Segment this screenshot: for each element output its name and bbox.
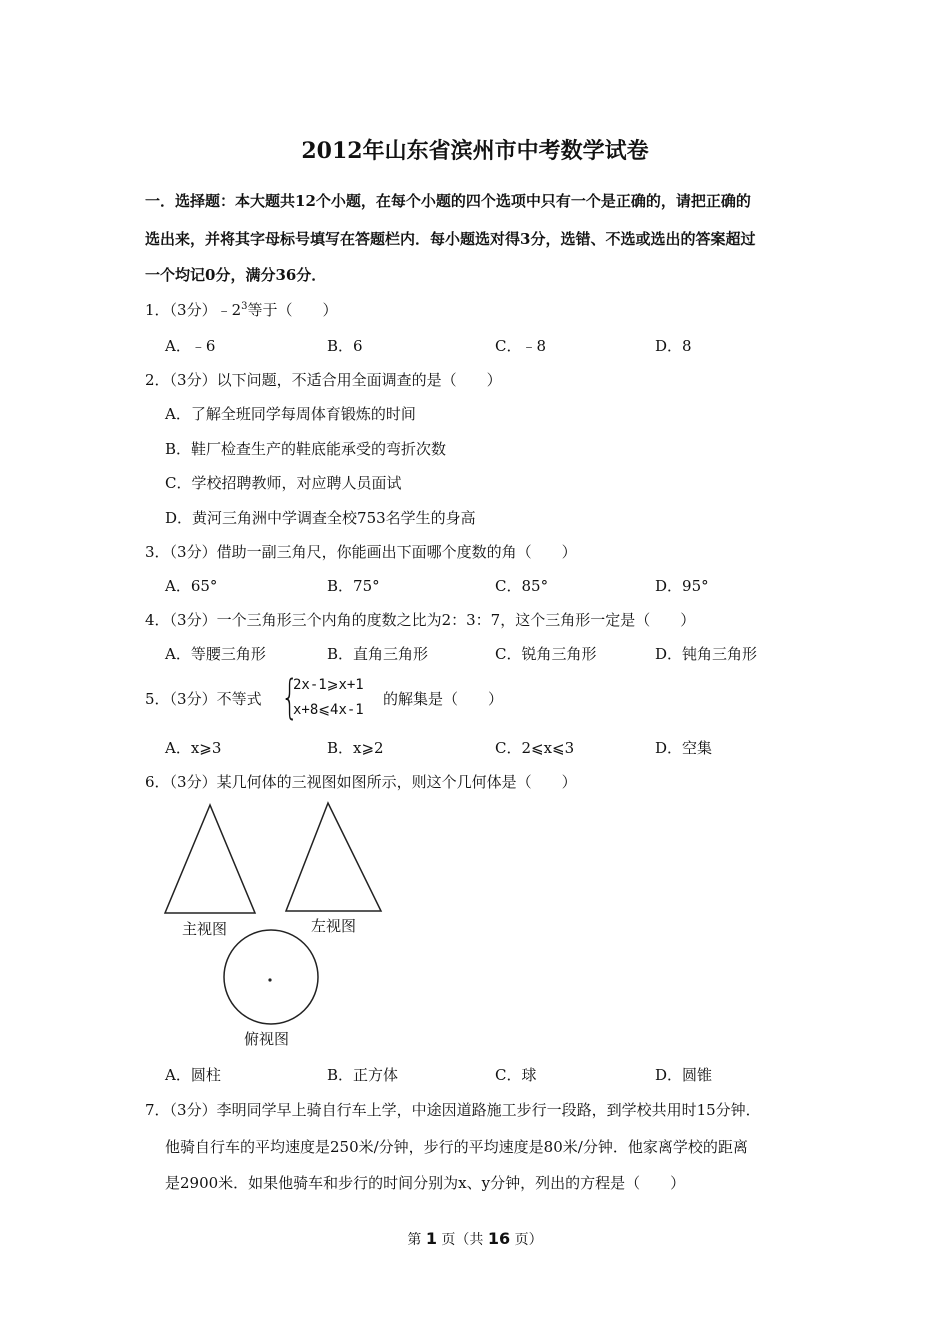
question-2-option-a: A．了解全班同学每周体育锻炼的时间 <box>165 405 416 423</box>
footer-post: 页） <box>510 1232 543 1248</box>
question-3-option-b: B．75° <box>327 577 380 595</box>
page-footer <box>0 1229 950 1249</box>
section-instructions-line-3: 一个均记0分，满分36分． <box>145 266 327 284</box>
inequality-system <box>281 670 381 727</box>
question-3-option-a: A．65° <box>165 577 218 595</box>
question-7-line-3: 是2900米．如果他骑车和步行的时间分别为x、y分钟，列出的方程是（ ） <box>165 1174 686 1192</box>
question-6-stem: 6．（3分）某几何体的三视图如图所示，则这个几何体是（ ） <box>145 773 577 791</box>
question-7-line-2: 他骑自行车的平均速度是250米/分钟，步行的平均速度是80米/分钟．他家离学校的距离 <box>165 1138 748 1156</box>
question-6-option-a: A．圆柱 <box>165 1066 221 1084</box>
question-1-exponent: 3 <box>241 301 248 312</box>
question-7-line-1: 7．（3分）李明同学早上骑自行车上学，中途因道路施工步行一段路，到学校共用时15分钟． <box>145 1101 761 1119</box>
question-5-option-b: B．x⩾2 <box>327 739 384 757</box>
question-2-stem: 2．（3分）以下问题，不适合用全面调查的是（ ） <box>145 371 502 389</box>
footer-pre: 第 <box>407 1232 426 1248</box>
question-2-option-d: D．黄河三角洲中学调查全校753名学生的身高 <box>165 509 476 527</box>
inequality-2: x+8⩽4x-1 <box>293 702 364 718</box>
question-3-option-c: C．85° <box>495 577 549 595</box>
left-view-label: 左视图 <box>311 917 357 935</box>
front-view-triangle <box>165 805 255 913</box>
question-1-prefix: 1．（3分）﹣2 <box>145 301 242 319</box>
inequality-1: 2x-1⩾x+1 <box>293 677 364 693</box>
question-5-suffix: 的解集是（ ） <box>383 690 504 708</box>
question-5-option-c: C．2⩽x⩽3 <box>495 739 575 757</box>
footer-page-number: 1 <box>425 1229 437 1248</box>
section-instructions-line-1: 一．选择题：本大题共12个小题，在每个小题的四个选项中只有一个是正确的，请把正确的 <box>145 192 751 210</box>
brace-symbol: { <box>281 670 299 724</box>
question-6-option-b: B．正方体 <box>327 1066 399 1084</box>
section-instructions-line-2: 选出来，并将其字母标号填写在答题栏内．每小题选对得3分，选错、不选或选出的答案超过 <box>145 230 756 248</box>
question-3-option-d: D．95° <box>655 577 709 595</box>
front-view-label: 主视图 <box>182 920 228 938</box>
question-4-option-d: D．钝角三角形 <box>655 645 758 663</box>
question-3-stem: 3．（3分）借助一副三角尺，你能画出下面哪个度数的角（ ） <box>145 543 577 561</box>
question-6-option-d: D．圆锥 <box>655 1066 713 1084</box>
top-view-label: 俯视图 <box>244 1030 290 1048</box>
question-2-option-b: B．鞋厂检查生产的鞋底能承受的弯折次数 <box>165 440 447 458</box>
question-1-option-b: B．6 <box>327 337 363 355</box>
left-view-triangle <box>286 803 381 911</box>
question-5-option-a: A．x⩾3 <box>165 739 222 757</box>
question-1-option-a: A．﹣6 <box>165 337 216 355</box>
exam-title: 2012年山东省滨州市中考数学试卷 <box>301 138 649 164</box>
question-5-option-d: D．空集 <box>655 739 713 757</box>
question-1-option-d: D．8 <box>655 337 692 355</box>
question-1-option-c: C．﹣8 <box>495 337 547 355</box>
question-6-option-c: C．球 <box>495 1066 537 1084</box>
top-view-center-dot <box>268 978 271 981</box>
question-5-prefix: 5．（3分）不等式 <box>145 690 262 708</box>
question-4-option-c: C．锐角三角形 <box>495 645 597 663</box>
question-2-option-c: C．学校招聘教师，对应聘人员面试 <box>165 474 402 492</box>
question-1-suffix: 等于（ ） <box>247 301 338 319</box>
question-4-option-a: A．等腰三角形 <box>165 645 266 663</box>
top-view-circle <box>224 930 318 1024</box>
question-4-option-b: B．直角三角形 <box>327 645 429 663</box>
footer-mid: 页（共 <box>436 1232 488 1248</box>
question-1-stem <box>145 299 338 320</box>
footer-total-pages: 16 <box>487 1229 511 1248</box>
question-4-stem: 4．（3分）一个三角形三个内角的度数之比为2：3：7，这个三角形一定是（ ） <box>145 611 696 629</box>
